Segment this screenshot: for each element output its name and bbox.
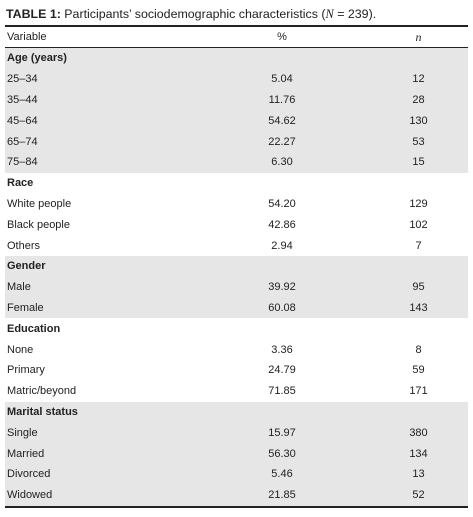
- group-header-row: [5, 256, 468, 277]
- row-label: Female: [5, 298, 195, 319]
- table-row: [5, 464, 468, 485]
- table-row: [5, 381, 468, 402]
- row-n: 28: [369, 90, 468, 111]
- header-percent: %: [277, 31, 287, 43]
- caption-n-symbol: N: [325, 7, 334, 21]
- row-label: Widowed: [5, 485, 195, 507]
- row-label: Male: [5, 277, 195, 298]
- table-row: [5, 152, 468, 173]
- row-label: Divorced: [5, 464, 195, 485]
- group-header-row: [5, 173, 468, 194]
- row-n: 130: [369, 110, 468, 131]
- row-percent: 5.46: [195, 464, 369, 485]
- table-row: [5, 69, 468, 90]
- row-label: 65–74: [5, 131, 195, 152]
- row-n: 95: [369, 277, 468, 298]
- header-n: n: [415, 29, 422, 44]
- group-header-row: [5, 402, 468, 423]
- caption-text: Participants’ sociodemographic characteristics (: [60, 7, 326, 21]
- row-percent: 6.30: [195, 152, 369, 173]
- row-percent: 39.92: [195, 277, 369, 298]
- row-n: 129: [409, 197, 428, 210]
- row-label: Single: [5, 422, 195, 443]
- row-label: 75–84: [5, 152, 195, 173]
- table-row: [5, 131, 468, 152]
- group-title: Education: [7, 322, 61, 335]
- row-label: 35–44: [5, 90, 195, 111]
- group-header-row: [5, 318, 468, 339]
- row-percent: 15.97: [195, 422, 369, 443]
- row-percent: 24.79: [268, 364, 296, 377]
- row-n: 102: [409, 218, 428, 231]
- group-title: Race: [7, 177, 34, 190]
- row-label: Matric/beyond: [7, 385, 77, 398]
- header-row: [5, 26, 468, 48]
- row-percent: 42.86: [268, 218, 296, 231]
- table-row: [5, 194, 468, 215]
- table-row: [5, 277, 468, 298]
- header-variable: Variable: [7, 31, 47, 43]
- row-percent: 60.08: [195, 298, 369, 319]
- table-row: [5, 298, 468, 319]
- table-row: [5, 485, 468, 507]
- row-n: 171: [409, 385, 428, 398]
- row-n: 8: [415, 343, 422, 356]
- row-n: 143: [369, 298, 468, 319]
- row-label: Black people: [7, 218, 70, 231]
- row-percent: 71.85: [268, 385, 296, 398]
- row-n: 13: [369, 464, 468, 485]
- row-percent: 2.94: [271, 239, 293, 252]
- row-percent: 5.04: [195, 69, 369, 90]
- row-percent: 56.30: [195, 443, 369, 464]
- row-n: 7: [415, 239, 422, 252]
- row-n: 12: [369, 69, 468, 90]
- row-label: Married: [5, 443, 195, 464]
- row-label: 25–34: [5, 69, 195, 90]
- table-row: [5, 422, 468, 443]
- table-row: [5, 214, 468, 235]
- row-percent: 3.36: [271, 343, 293, 356]
- table-row: [5, 339, 468, 360]
- row-n: 380: [369, 422, 468, 443]
- row-percent: 22.27: [195, 131, 369, 152]
- row-n: 59: [412, 364, 425, 377]
- row-n: 15: [369, 152, 468, 173]
- row-label: White people: [7, 197, 72, 210]
- group-title: Gender: [5, 256, 468, 277]
- row-n: 52: [369, 485, 468, 507]
- row-percent: 21.85: [195, 485, 369, 507]
- table-row: [5, 110, 468, 131]
- table-body: [5, 48, 468, 507]
- table-caption: [6, 6, 468, 22]
- table-row: [5, 360, 468, 381]
- table-header: [5, 26, 468, 48]
- sociodemographic-table: [5, 25, 468, 508]
- row-label: None: [7, 343, 34, 356]
- row-n: 134: [369, 443, 468, 464]
- table-number: TABLE 1:: [6, 7, 61, 21]
- row-percent: 54.62: [195, 110, 369, 131]
- table-row: [5, 235, 468, 256]
- table-row: [5, 443, 468, 464]
- row-n: 53: [369, 131, 468, 152]
- group-header-row: [5, 48, 468, 69]
- row-percent: 11.76: [195, 90, 369, 111]
- group-title: Age (years): [5, 48, 468, 69]
- row-label: Primary: [7, 364, 45, 377]
- caption-n-value: = 239).: [333, 7, 377, 21]
- row-label: Others: [7, 239, 41, 252]
- row-percent: 54.20: [268, 197, 296, 210]
- table-row: [5, 90, 468, 111]
- group-title: Marital status: [5, 402, 468, 423]
- row-label: 45–64: [5, 110, 195, 131]
